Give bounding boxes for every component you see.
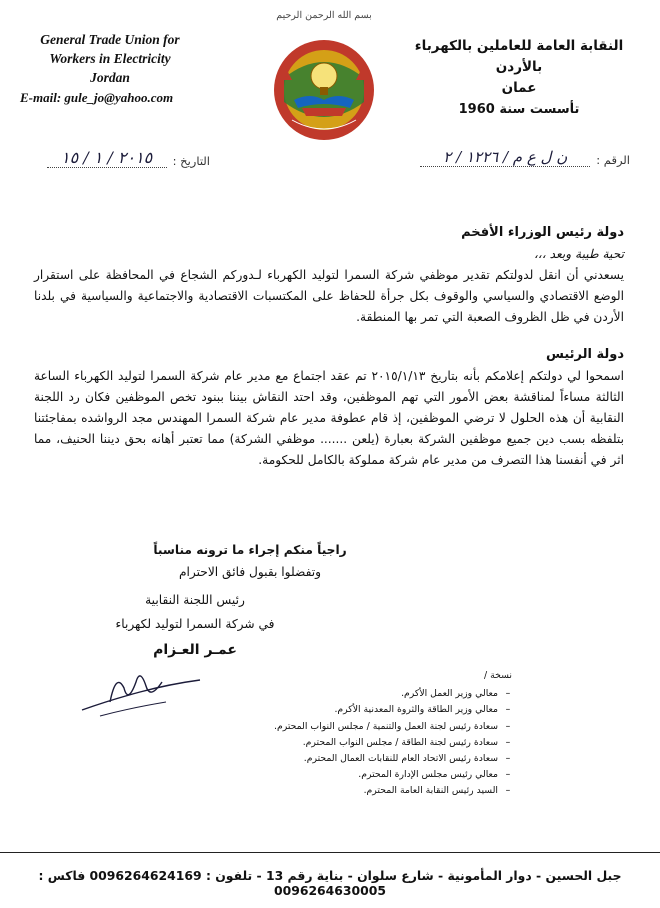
signature-block: [90, 588, 300, 658]
reference-number-label: الرقم :: [596, 153, 630, 167]
arabic-letterhead: [404, 36, 634, 120]
en-email: E-mail: gule_jo@yahoo.com: [20, 90, 174, 105]
reference-number-row: [390, 148, 630, 167]
signatory-title-2: في شركة السمرا لتوليد لكهرباء: [115, 617, 275, 631]
english-letterhead: [20, 30, 200, 107]
copy-item: – سعادة رئيس لجنة الطاقة / مجلس النواب المحترم.: [302, 736, 511, 748]
paragraph-1: يسعدني أن انقل لدولتكم تقدير موظفي شركة السمرا لتوليد الكهرباء لـدوركم الشجاع في المحافظة على استقرار الوضع الاقتصادي والسياسي والوقوف بكل جرأة للحفاظ على المكتسبات الاقتصادية والاجتماعية والسياسية في بلدنا الأردن في ظل الظروف الصعبة التي تمر بها المنطقة.: [34, 268, 624, 324]
copies-list: [222, 668, 512, 800]
date-row: [30, 148, 210, 168]
handwritten-signature: [70, 652, 210, 722]
signatory-title-1: رئيس اللجنة النقابية: [145, 593, 245, 607]
date-value: ٢٠١٥ / ١ / ١٥: [47, 148, 167, 168]
basmala-calligraphy: بسم الله الرحمن الرحيم: [276, 10, 372, 21]
date-label: التاريخ :: [172, 154, 210, 168]
closing-line: وتفضلوا بقبول فائق الاحترام: [178, 565, 322, 579]
reference-number-value: ن ل ع م / ١٢٢٦ / ٢: [420, 148, 590, 167]
copy-item: – سعادة رئيس لجنة العمل والتنمية / مجلس النواب المحترم.: [274, 720, 511, 732]
union-logo: [262, 24, 386, 148]
copy-item: – معالي رئيس مجلس الإدارة المحترم.: [358, 769, 511, 781]
copy-item: – معالي وزير العمل الأكرم.: [401, 688, 511, 700]
signatory-name: عمـر العـزام: [153, 642, 237, 658]
copy-item: – معالي وزير الطاقة والثروة المعدنية الأكرم.: [334, 704, 511, 716]
addressee: دولة رئيس الوزراء الأفخم: [461, 225, 624, 240]
en-org-line-1: General Trade Union for: [40, 32, 180, 47]
en-org-line-3: Jordan: [90, 70, 130, 85]
copies-label: نسخة /: [484, 670, 512, 681]
paragraph-2: اسمحوا لي دولتكم إعلامكم بأنه بتاريخ ٢٠١٥/١/١٣ تم عقد اجتماع مع مدير عام شركة السمرا لتوليد الكهرباء الساعة الثالثة مساءاً لمناقشة بعض الأمور التي تهم الموظفين، وقد احتد النقاش بيننا ببنود تخص الموظفين فكان رد اللجنة النقابية أن هذه الحلول لا ترضي الموظفين، إذ قام عطوفة مدير عام شركة السمرا المهندس مجد الرواشده بمفاجئتنا بتلفظه بسب دين جميع موظفين الشركة بعبارة (يلعن ....... موظفي الشركة) مما تعتبر أهانه بحق ديننا الحنيف، مما اثر في أنفسنا هذا التصرف من مدير عام شركة مملوكة بالكامل للحكومة.: [34, 369, 624, 467]
ar-org-line-1: النقابة العامة للعاملين بالكهرباء بالأردن: [414, 38, 624, 75]
copy-item: – السيد رئيس النقابة العامة المحترم.: [363, 785, 511, 797]
ar-org-line-3: تأسست سنة 1960: [458, 102, 580, 117]
request-line: راجياً منكم إجراء ما ترونه مناسباً: [153, 543, 347, 557]
salutation-2: دولة الرئيس: [545, 347, 624, 362]
en-org-line-2: Workers in Electricity: [49, 51, 171, 66]
greeting: تحية طيبة وبعد ،،،: [533, 247, 624, 261]
ar-org-line-2: عمان: [501, 80, 537, 96]
footer-address: جبل الحسين - دوار المأمونية - شارع سلوان - بناية رقم 13 - تلفون : 0096264624169 فاكس : 0096264630005: [38, 868, 622, 898]
copy-item: – سعادة رئيس الاتحاد العام للنقابات العمال المحترم.: [303, 753, 511, 765]
footer-divider: [0, 852, 660, 853]
